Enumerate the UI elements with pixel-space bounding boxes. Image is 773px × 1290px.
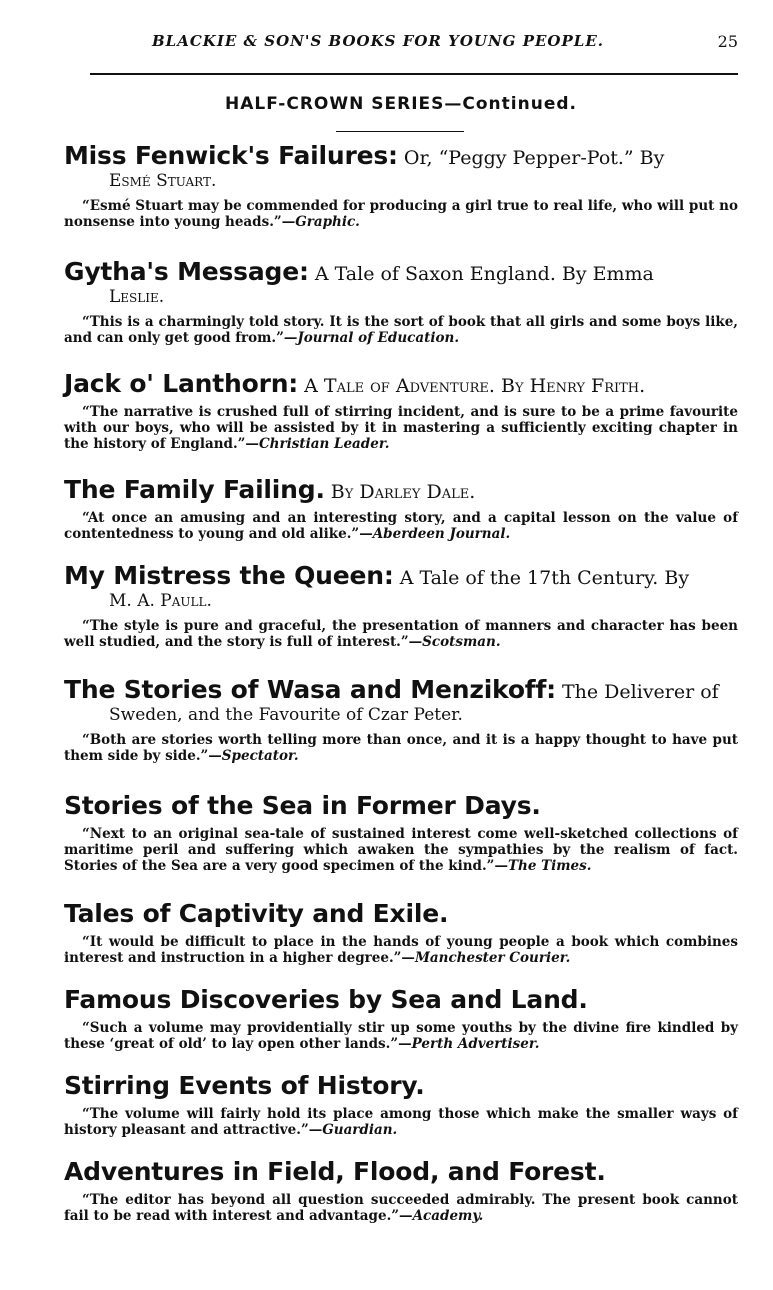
book-entry: [64, 475, 738, 542]
review-quote: [64, 732, 738, 764]
book-entry: [64, 141, 738, 230]
book-title: Famous Discoveries by Sea and Land.: [64, 985, 588, 1014]
book-entry: [64, 561, 738, 650]
entry-heading: [64, 791, 738, 820]
book-title: Miss Fenwick's Failures:: [64, 141, 398, 170]
book-entry: [64, 675, 738, 764]
entry-heading: [64, 369, 738, 398]
book-advertisement-page: [64, 30, 738, 1224]
review-text: “Esmé Stuart may be commended for producing a girl true to real life, who will put no nonsense into young heads.”—: [64, 198, 738, 230]
book-author: Leslie.: [109, 287, 165, 307]
entry-heading: [64, 1071, 738, 1100]
review-text: “Both are stories worth telling more than once, and it is a happy thought to have put them side by side.”—: [64, 732, 738, 764]
book-author: Esmé Stuart.: [109, 171, 217, 191]
book-subtitle: By Darley Dale.: [324, 481, 476, 503]
book-subtitle-continued: Sweden, and the Favourite of Czar Peter.: [109, 705, 463, 725]
book-title: Stories of the Sea in Former Days.: [64, 791, 541, 820]
review-quote: [64, 314, 738, 346]
book-subtitle: Or, “Peggy Pepper-Pot.” By: [397, 147, 665, 169]
book-subtitle: A Tale of Adventure. By Henry Frith.: [298, 375, 646, 397]
entry-heading: [64, 1157, 738, 1186]
entry-heading: [64, 985, 738, 1014]
review-source: Perth Advertiser.: [411, 1036, 540, 1052]
review-text: “The style is pure and graceful, the presentation of manners and character has been well studied, and the story is full of interest.”—: [64, 618, 738, 650]
book-entry: [64, 1071, 738, 1138]
book-entry: [64, 1157, 738, 1224]
book-title: Adventures in Field, Flood, and Forest.: [64, 1157, 606, 1186]
book-title: Gytha's Message:: [64, 257, 309, 286]
review-source: Spectator.: [221, 748, 299, 764]
review-text: “It would be difficult to place in the hands of young people a book which combines interest and instruction in a higher degree.”—: [64, 934, 738, 966]
review-quote: [64, 934, 738, 966]
entry-heading: [64, 899, 738, 928]
review-quote: [64, 1106, 738, 1138]
book-title: My Mistress the Queen:: [64, 561, 394, 590]
book-title: Jack o' Lanthorn:: [64, 369, 299, 398]
review-quote: [64, 198, 738, 230]
book-entry: [64, 257, 738, 346]
running-head: [64, 30, 738, 56]
entry-heading: [64, 675, 738, 704]
review-quote: [64, 1192, 738, 1224]
review-text: “The volume will fairly hold its place among those which make the smaller ways of history pleasant and attractive.”—: [64, 1106, 738, 1138]
review-quote: [64, 826, 738, 874]
review-source: Christian Leader.: [258, 436, 390, 452]
entry-heading: [64, 475, 738, 504]
series-rule: [336, 131, 464, 132]
review-text: “Such a volume may providentially stir up some youths by the divine fire kindled by these ‘great of old’ to lay open other lands.”—: [64, 1020, 738, 1052]
review-text: “The narrative is crushed full of stirring incident, and is sure to be a prime favourite with our boys, who will be assisted by it in mastering a sufficiently exciting chapter in the history of England.”—: [64, 404, 738, 452]
review-source: Journal of Education.: [297, 330, 460, 346]
review-quote: [64, 510, 738, 542]
series-title: HALF-CROWN SERIES—Continued.: [225, 94, 577, 114]
review-quote: [64, 404, 738, 452]
book-title: The Family Failing.: [64, 475, 325, 504]
running-head-title: BLACKIE & SON'S BOOKS FOR YOUNG PEOPLE.: [152, 32, 604, 50]
entry-heading: [64, 257, 738, 286]
review-source: Aberdeen Journal.: [372, 526, 511, 542]
book-entry: [64, 369, 738, 452]
review-text: “At once an amusing and an interesting story, and a capital lesson on the value of contentedness to young and old alike.”—: [64, 510, 738, 542]
review-text: “The editor has beyond all question succeeded admirably. The present book cannot fail to be read with interest and advantage.”—: [64, 1192, 738, 1224]
review-source: Manchester Courier.: [414, 950, 571, 966]
review-text: “This is a charmingly told story. It is the sort of book that all girls and some boys like, and can only get good from.”—: [64, 314, 738, 346]
entry-heading: [64, 141, 738, 170]
review-source: Academy.: [412, 1208, 484, 1224]
book-title: Stirring Events of History.: [64, 1071, 425, 1100]
book-subtitle: A Tale of Saxon England. By Emma: [308, 263, 654, 285]
book-subtitle: A Tale of the 17th Century. By: [393, 567, 690, 589]
review-source: The Times.: [507, 858, 592, 874]
book-author: M. A. Paull.: [109, 591, 212, 611]
review-quote: [64, 618, 738, 650]
page-number: 25: [717, 32, 738, 51]
book-entry: [64, 899, 738, 966]
review-source: Graphic.: [295, 214, 360, 230]
header-rule: [90, 73, 738, 75]
review-quote: [64, 1020, 738, 1052]
book-title: Tales of Captivity and Exile.: [64, 899, 449, 928]
book-entry: [64, 985, 738, 1052]
book-entry: [64, 791, 738, 874]
book-title: The Stories of Wasa and Menzikoff:: [64, 675, 556, 704]
entry-heading: [64, 561, 738, 590]
review-source: Scotsman.: [422, 634, 501, 650]
review-source: Guardian.: [322, 1122, 398, 1138]
book-subtitle: The Deliverer of: [555, 681, 719, 703]
review-text: “Next to an original sea-tale of sustained interest come well-sketched collections of maritime peril and suffering which awaken the sympathies by the realism of fact. Stories of the Sea are a very good specimen of the kind.”—: [64, 826, 738, 874]
